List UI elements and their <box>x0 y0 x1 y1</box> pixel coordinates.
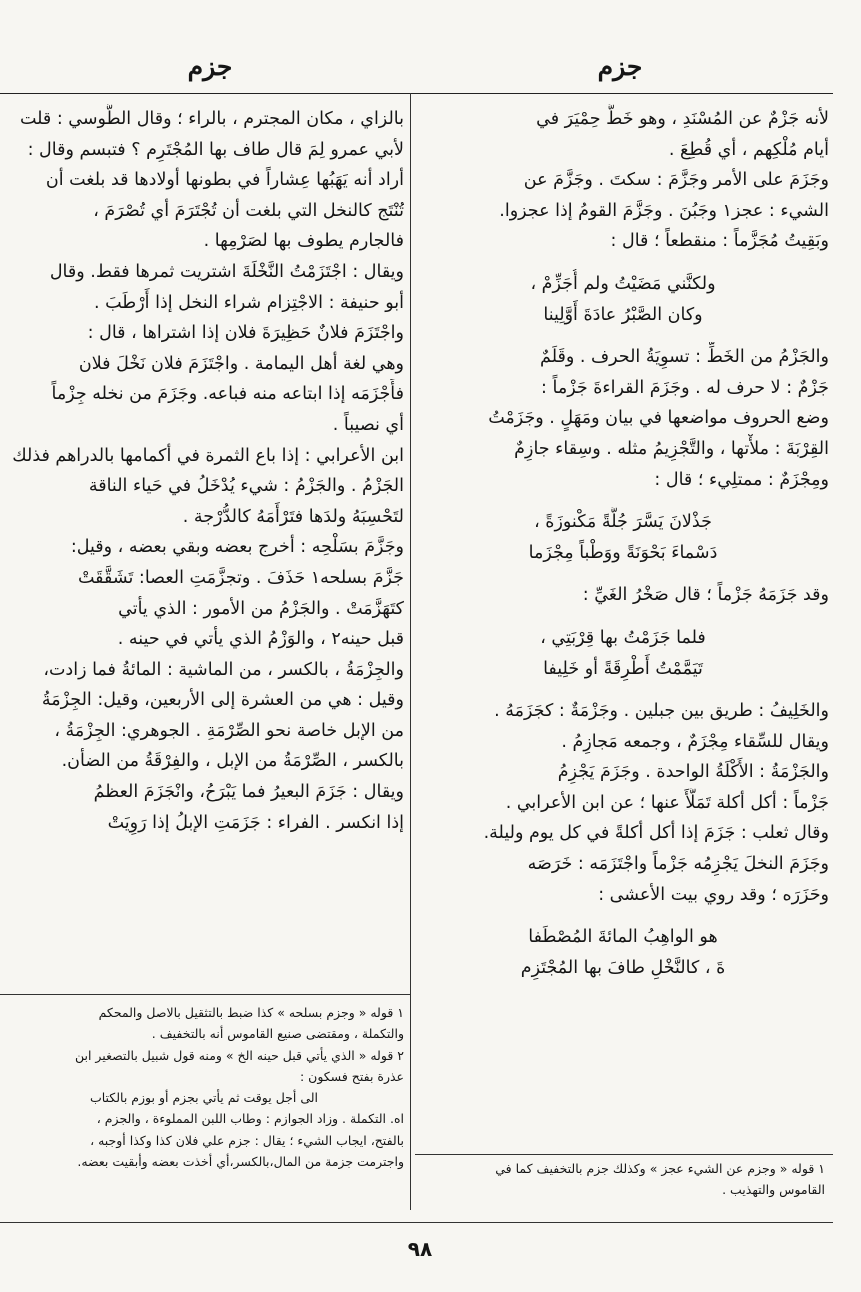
text-line: أيام مُلْكِهم ، أي قُطِعَ . <box>668 139 829 160</box>
footnote-line: واجترمت جزمة من المال،بالكسر،أي أخذت بعضه وأبقيت بعضه. <box>77 1154 404 1170</box>
text-line: جَزَّمَ بسلحه١ حَذَفَ . وتجزَّمَتِ العصا: تَشَقَّقَتْ <box>78 567 404 588</box>
footnote-line: القاموس والتهذيب . <box>722 1182 825 1198</box>
footnote-rule <box>0 994 410 995</box>
footnote-line: عذرة بفتح فسكون : <box>299 1068 404 1084</box>
text-line: ويقال : اجْتَزَمْتُ النَّخْلَةَ اشتريت ثمرها فقط. وقال <box>49 261 404 282</box>
text-line: وقال ثعلب : جَزَمَ إذا أكل أكلةً في كل يوم وليلة. <box>483 823 829 844</box>
text-line: لتَحْسِبَهُ ولدَها فتَرْأَمَهُ كالدُّرْجة . <box>182 506 404 527</box>
page-headword-left: جزم <box>187 52 233 81</box>
text-line: فأَجْزَمَه إذا ابتاعه منه فباعه. وجَزَمَ من نخله جِزْماً <box>51 384 404 405</box>
text-line: القِرْبَةَ : ملأْتها ، والتَّجْزِيمُ مثله . وسِقاء جازِمٌ <box>514 438 829 459</box>
text-line: وقيل : هي من العشرة إلى الأربعين، وقيل: الجِزْمَةُ <box>41 690 404 711</box>
text-line: وضع الحروف مواضعها في بيان ومَهَلٍ . وجَزَمْتُ <box>488 408 829 429</box>
footnote-rule <box>415 1154 833 1155</box>
text-line: من الإبل خاصة نحو الصِّرْمَةِ . الجوهري: الجِزْمَةُ ، <box>54 720 404 741</box>
footnote-line: اه. التكملة . وزاد الجوازم : وطاب اللبن المملوءة ، والجزم ، <box>96 1111 404 1127</box>
verse-line: ولكنَّني مَضَيْتُ ولم أُجَزِّمْ ، <box>530 273 716 294</box>
text-line: جَزْماً : أكل أكلة تَمَلَّأَ عنها ؛ عن ابن الأعرابي . <box>505 792 829 813</box>
text-line: إذا انكسر . الفراء : جَزَمَتِ الإبلُ إذا رَوِيَتْ <box>107 812 404 833</box>
text-line: والجَزْمَةُ : الأَكْلَةُ الواحدة . وجَزَمَ يَجْزِمُ <box>557 762 829 783</box>
page-headword-right: جزم <box>597 52 643 81</box>
text-line: تُنْتَج كالنخل التي بلغت أن تُجْتَرَمَ أي تُصْرَمَ ، <box>93 200 404 221</box>
verse-line: فلما جَزَمْتُ بها قِرْبَتِي ، <box>540 627 706 648</box>
header-rule <box>0 93 833 94</box>
footnote-line: والتكملة ، ومقتضى صنيع القاموس أنه بالتخفيف . <box>151 1026 404 1042</box>
text-line: أي نصيباً . <box>332 414 404 435</box>
right-footnotes <box>420 1158 825 1201</box>
verse-line: ةَ ، كالنَّخْلِ طافَ بها المُجْتَزِم <box>520 957 726 978</box>
text-line: وجَزَمَ النخلَ يَجْزِمُه جَزْماً واجْتَزَمَه : خَرَصَه <box>527 854 829 875</box>
footnote-line: ١ قوله « وجزم عن الشيء عجز » وكذلك جزم بالتخفيف كما في <box>495 1161 825 1176</box>
text-line: ومِجْزَمٌ : ممتلِيء ؛ قال : <box>654 469 829 490</box>
text-line: قبل حينه٢ ، والوَزْمُ الذي يأتي في حينه . <box>117 629 404 650</box>
verse-line: هو الواهِبُ المائةَ المُصْطَفا <box>528 927 718 948</box>
footer-rule <box>0 1222 833 1223</box>
page-number: ٩٨ <box>407 1237 433 1261</box>
text-line: كتَهَزَّمَتْ . والجَزْمُ من الأمور : الذي يأتي <box>118 598 404 619</box>
text-line: واجْتَزَمَ فلانٌ حَظِيرَةَ فلان إذا اشتراها ، قال : <box>87 323 404 344</box>
left-footnotes <box>4 1002 404 1172</box>
text-line: ابن الأعرابي : إذا باع الثمرة في أكمامها بالدراهم فذلك <box>12 445 404 466</box>
text-line: ويقال للسِّقاء مِجْزَمٌ ، وجمعه مَجازِمُ . <box>561 731 829 752</box>
footnote-line: ١ قوله « وجزم بسلحه » كذا ضبط بالتثقيل بالاصل والمحكم <box>98 1005 404 1020</box>
text-line: والجِزْمَةُ ، بالكسر ، من الماشية : المائةُ فما زادت، <box>43 659 404 680</box>
text-line: وقد جَزَمَهُ جَزْماً ؛ قال صَخْرُ الغَيِّ : <box>582 585 829 606</box>
text-line: ويقال : جَزَمَ البعيرُ فما يَبْرَحُ، وانْجَزَمَ العظمُ <box>93 782 404 803</box>
text-line: بالكسر ، الصِّرْمَةُ من الإبل ، والفِرْقَةُ من الضأن. <box>61 751 404 772</box>
text-line: وجَزَّمَ بسَلْحِه : أخرج بعضه وبقي بعضه ، وقيل: <box>70 537 404 558</box>
text-line: والخَلِيفُ : طريق بين جبلين . وجَزْمَةٌ : كجَزَمَهُ . <box>494 701 829 722</box>
text-line: أبو حنيفة : الاجْتِزام شراء النخل إذا أَرْطَبَ . <box>93 292 404 313</box>
left-column <box>2 104 404 838</box>
verse-line: جَذْلانَ يَسَّرَ جُلَّةً مَكْنوزَةً ، <box>534 512 712 533</box>
text-line: جَزْمٌ : لا حرف له . وجَزَمَ القراءةَ جَزْماً : <box>541 377 829 398</box>
footnote-line: ٢ قوله « الذي يأتي قبل حينه الخ » ومنه قول شبيل بالتصغير ابن <box>74 1047 404 1063</box>
footnote-verse: الى أجل يوقت ثم يأتي بجزم أو بوزم بالكتاب <box>89 1090 319 1106</box>
text-line: وحَزَرَه ؛ وقد روي بيت الأعشى : <box>598 884 829 905</box>
column-divider <box>410 93 411 1210</box>
text-line: الشيء : عجز١ وجَبُنَ . وجَزَّمَ القومُ إذا عجزوا. <box>499 200 829 221</box>
text-line: لأنه جَزْمٌ عن المُسْنَدِ ، وهو خَطُّ حِمْيَرَ في <box>536 109 829 129</box>
text-line: أراد أنه يَهَبُها عِشاراً في بطونها أولادها قد بلغت أن <box>45 170 404 191</box>
verse-line: دَسْماءَ بَحْوَنَةً ووَطْباً مِجْزَما <box>528 542 718 563</box>
text-line: وبَقِيتُ مُجَزَّماً : منقطعاً ؛ قال : <box>610 231 829 252</box>
right-column <box>417 104 829 983</box>
text-line: وهي لغة أهل اليمامة . واجْتَزَمَ فلان نَخْلَ فلان <box>78 353 404 374</box>
text-line: الجَزْمُ . والجَزْمُ : شيء يُدْخَلُ في حَياء الناقة <box>88 476 404 497</box>
text-line: لأبي عمرو لِمَ قال طاف بها المُجْتَرِم ؟ فتبسم وقال : <box>27 139 404 160</box>
text-line: وجَزَمَ على الأمر وجَزَّمَ : سكتَ . وجَزَّمَ عن <box>523 170 829 191</box>
verse-line: تَيَمَّمْتُ أَطْرِقَةً أو خَلِيفا <box>543 658 703 679</box>
footnote-line: بالفتح، ايجاب الشيء ؛ يقال : جزم علي فلان كذا وكذا أوجبه ، <box>90 1132 404 1148</box>
text-line: والجَزْمُ من الخَطِّ : تسوِيَةُ الحرف . وقَلَمٌ <box>540 347 829 368</box>
verse-line: وكان الصَّبْرُ عادَةَ أَوَّلِينا <box>543 304 703 325</box>
text-line: بالزاي ، مكان المجترم ، بالراء ؛ وقال الطُّوسي : قلت <box>19 109 404 129</box>
text-line: فالجارم يطوف بها لصَرْمِها . <box>203 231 404 252</box>
